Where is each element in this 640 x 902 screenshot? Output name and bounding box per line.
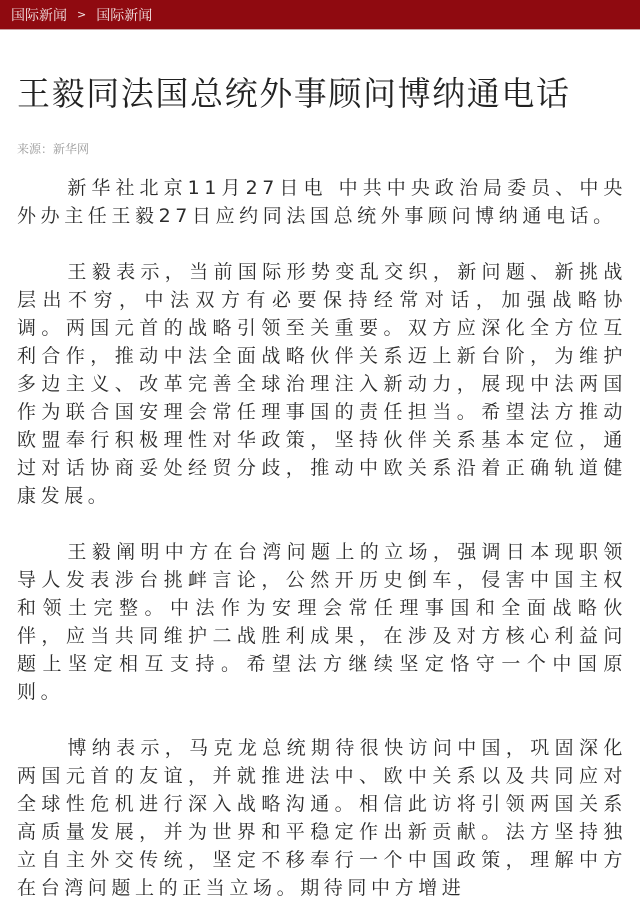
article-paragraph: 新华社北京11月27日电 中共中央政治局委员、中央外办主任王毅27日应约同法国总统外事顾问博纳通电话。 — [17, 177, 627, 227]
article-source: 来源：新华网 — [17, 142, 90, 156]
article-title: 王毅同法国总统外事顾问博纳通电话 — [17, 74, 571, 113]
article-paragraph: 博纳表示，马克龙总统期待很快访问中国，巩固深化两国元首的友谊，并就推进法中、欧中关系以及共同应对全球性危机进行深入战略沟通。相信此访将引领两国关系高质量发展，并为世界和平稳定作出新贡献。法方坚持独立自主外交传统，坚定不移奉行一个中国政策，理解中方在台湾问题上的正当立场。期待同中方增进 — [17, 737, 627, 899]
article — [0, 74, 640, 902]
breadcrumb-item-international-news-current[interactable]: 国际新闻 — [96, 7, 153, 24]
breadcrumb-bar — [0, 0, 640, 30]
breadcrumb-separator-icon: > — [77, 8, 87, 21]
breadcrumb-item-international-news[interactable]: 国际新闻 — [11, 7, 67, 24]
article-body — [17, 174, 627, 902]
article-paragraph: 王毅表示，当前国际形势变乱交织，新问题、新挑战层出不穷，中法双方有必要保持经常对话，加强战略协调。两国元首的战略引领至关重要。双方应深化全方位互利合作，推动中法全面战略伙伴关系迈上新台阶，为维护多边主义、改革完善全球治理注入新动力，展现中法两国作为联合国安理会常任理事国的责任担当。希望法方推动欧盟奉行积极理性对华政策，坚持伙伴关系基本定位，通过对话协商妥处经贸分歧，推动中欧关系沿着正确轨道健康发展。 — [17, 261, 627, 507]
article-paragraph: 王毅阐明中方在台湾问题上的立场，强调日本现职领导人发表涉台挑衅言论，公然开历史倒车，侵害中国主权和领土完整。中法作为安理会常任理事国和全面战略伙伴，应当共同维护二战胜利成果，在涉及对方核心利益问题上坚定相互支持。希望法方继续坚定恪守一个中国原则。 — [17, 541, 627, 703]
